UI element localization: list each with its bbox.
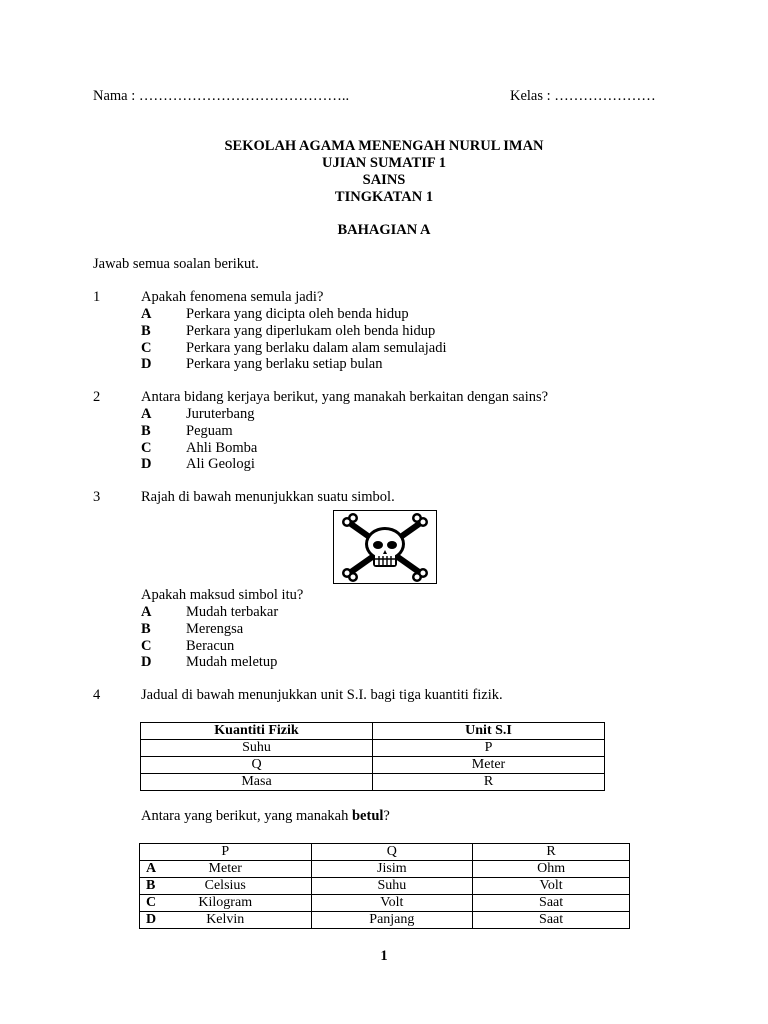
table-cell: Q <box>141 757 373 774</box>
question-number: 2 <box>93 389 101 405</box>
option-d: D Perkara yang berlaku setiap bulan <box>141 356 383 372</box>
table-cell: Saat <box>473 912 630 929</box>
question-text: Rajah di bawah menunjukkan suatu simbol. <box>141 489 395 505</box>
answer-options-table <box>139 843 630 929</box>
option-b: B Perkara yang diperlukam oleh benda hidup <box>141 323 436 339</box>
option-c: C Beracun <box>141 638 235 654</box>
table-cell: C Kilogram <box>140 895 312 912</box>
table-header: P <box>140 844 312 861</box>
page-number: 1 <box>380 948 388 964</box>
table-cell: D Kelvin <box>140 912 312 929</box>
school-name: SEKOLAH AGAMA MENENGAH NURUL IMAN <box>224 138 544 154</box>
option-a: A Perkara yang dicipta oleh benda hidup <box>141 306 409 322</box>
question-text: Jadual di bawah menunjukkan unit S.I. bagi tiga kuantiti fizik. <box>141 687 503 703</box>
table-row <box>140 895 630 912</box>
table-row <box>140 878 630 895</box>
table-cell: Saat <box>473 895 630 912</box>
option-b: B Peguam <box>141 423 233 439</box>
question-subtext: Apakah maksud simbol itu? <box>141 587 304 603</box>
table-row <box>141 757 605 774</box>
table-row <box>140 861 630 878</box>
subject-title: SAINS <box>362 172 406 188</box>
table-cell: B Celsius <box>140 878 312 895</box>
table-cell: Suhu <box>311 878 473 895</box>
table-row <box>141 740 605 757</box>
table-cell: Ohm <box>473 861 630 878</box>
option-c: C Ahli Bomba <box>141 440 258 456</box>
table-cell: Jisim <box>311 861 473 878</box>
level-title: TINGKATAN 1 <box>334 189 434 205</box>
table-row <box>141 774 605 791</box>
table-header: R <box>473 844 630 861</box>
option-d: D Mudah meletup <box>141 654 278 670</box>
question-4-subtext: Antara yang berikut, yang manakah betul? <box>141 808 390 824</box>
table-header: Q <box>311 844 473 861</box>
question-text: Antara bidang kerjaya berikut, yang manakah berkaitan dengan sains? <box>141 389 549 405</box>
skull-crossbones-icon <box>333 510 437 584</box>
question-number: 1 <box>93 289 101 305</box>
table-cell: Meter <box>373 757 605 774</box>
option-d: D Ali Geologi <box>141 456 255 472</box>
table-header: Unit S.I <box>373 723 605 740</box>
option-a: A Mudah terbakar <box>141 604 279 620</box>
question-text: Apakah fenomena semula jadi? <box>141 289 324 305</box>
table-cell: A Meter <box>140 861 312 878</box>
table-cell: P <box>373 740 605 757</box>
name-field-label: Nama : …………………………………….. <box>93 88 350 104</box>
option-a: A Juruterbang <box>141 406 255 422</box>
option-c: C Perkara yang berlaku dalam alam semulajadi <box>141 340 447 356</box>
table-header-row <box>140 844 630 861</box>
table-cell: Suhu <box>141 740 373 757</box>
table-cell: Panjang <box>311 912 473 929</box>
class-field-label: Kelas : ………………… <box>510 88 656 104</box>
table-cell: Volt <box>473 878 630 895</box>
table-header-row <box>141 723 605 740</box>
instruction: Jawab semua soalan berikut. <box>93 256 259 272</box>
section-title: BAHAGIAN A <box>337 222 431 238</box>
table-row <box>140 912 630 929</box>
option-b: B Merengsa <box>141 621 244 637</box>
table-header: Kuantiti Fizik <box>141 723 373 740</box>
exam-title: UJIAN SUMATIF 1 <box>321 155 447 171</box>
question-number: 3 <box>93 489 101 505</box>
table-cell: Volt <box>311 895 473 912</box>
si-units-table <box>140 722 605 791</box>
question-number: 4 <box>93 687 101 703</box>
table-cell: Masa <box>141 774 373 791</box>
table-cell: R <box>373 774 605 791</box>
